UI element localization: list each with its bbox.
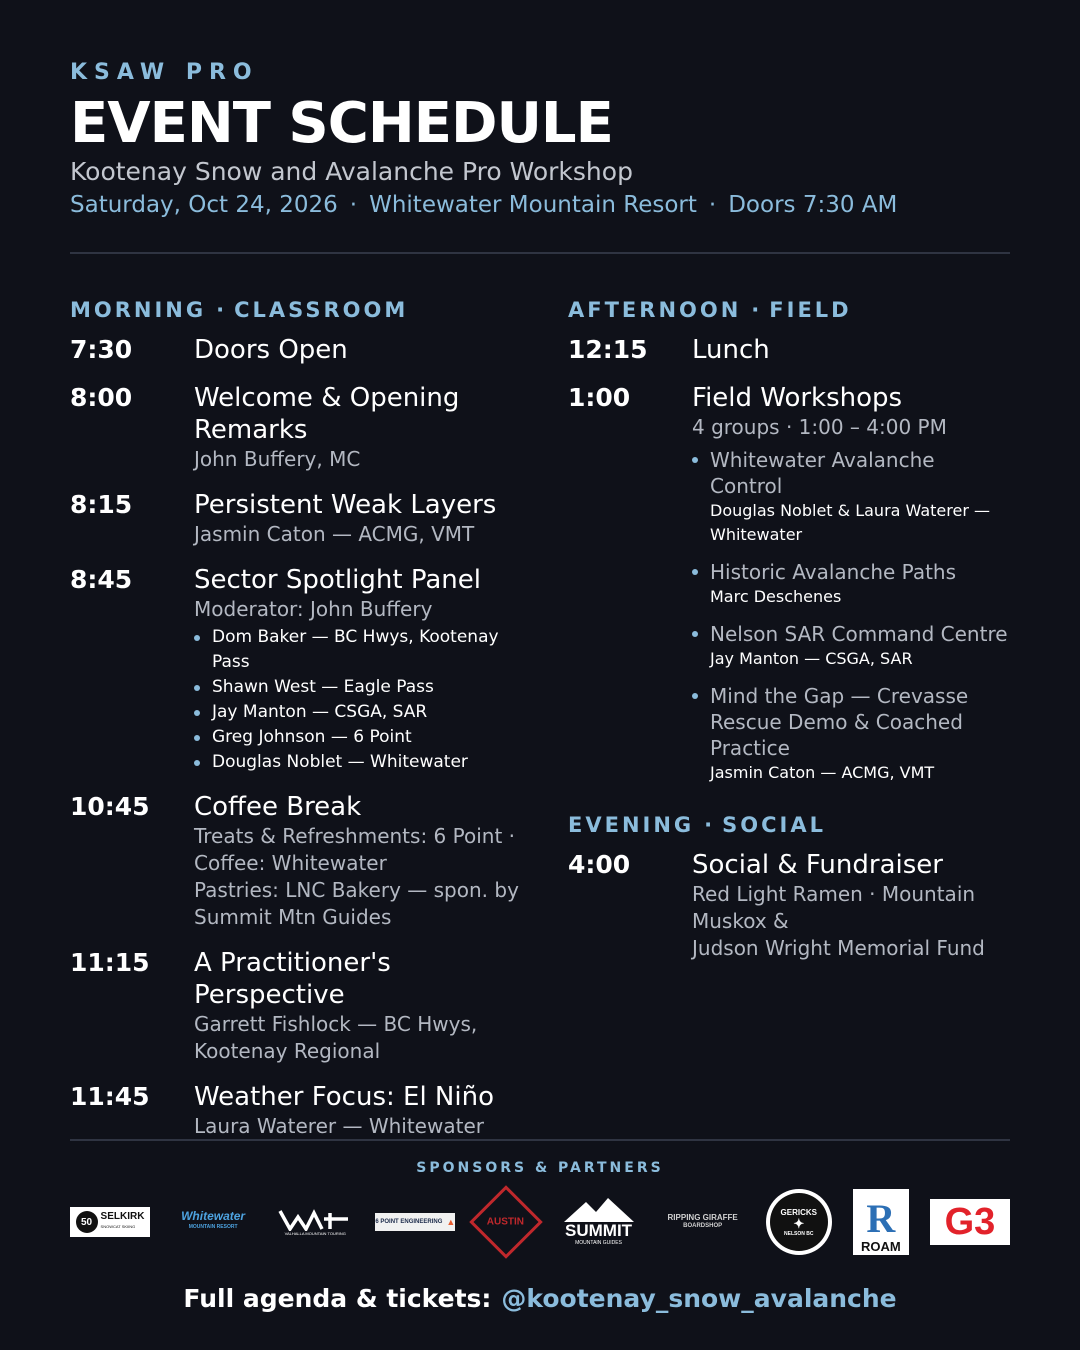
item-title: Persistent Weak Layers [194,490,497,520]
section-name: MORNING [70,298,207,322]
whitewater-subtext: MOUNTAIN RESORT [188,1224,238,1230]
whitewater-logo [171,1207,255,1237]
item-title: Coffee Break [194,792,362,822]
selkirk-text: SELKIRK [100,1211,145,1222]
section-name: AFTERNOON [568,298,742,322]
item-detail: Garrett Fishlock — BC Hwys, Kootenay Regional [194,1012,478,1063]
schedule-item [70,947,525,1065]
session-leaders: Jay Manton — CSGA, SAR [710,649,913,668]
sponsors-heading: SPONSORS & PARTNERS [416,1160,664,1176]
afternoon-column [568,298,1010,978]
ripping-giraffe-logo [661,1211,745,1233]
item-title: A Practitioner's Perspective [194,948,391,1010]
item-time: 11:15 [70,948,150,977]
separator-dot: · [751,298,760,322]
item-time: 8:00 [70,383,133,412]
item-time: 1:00 [568,383,631,412]
g3-logo [930,1199,1010,1245]
item-detail: John Buffery, MC [194,447,361,471]
panelist-list [194,625,525,775]
schedule-item [568,849,1010,962]
schedule-item [70,382,525,473]
section-label-evening [568,813,1010,837]
item-detail: Pastries: LNC Bakery — spon. by Summit Mtn Guides [194,878,519,929]
whitewater-text: Whitewater [181,1209,246,1223]
session-leaders: Douglas Noblet & Laura Waterer — Whitewater [710,501,990,544]
item-time: 11:45 [70,1082,150,1111]
panelist: Douglas Noblet — Whitewater [194,750,525,775]
workshop-session [692,683,1010,785]
g3-text: G3 [944,1201,996,1243]
summit-logo [558,1194,640,1250]
bottom-divider [70,1139,1010,1141]
morning-column [70,298,525,1156]
roam-text: ROAM [861,1239,901,1254]
six-point-logo [375,1213,455,1231]
item-detail: Red Light Ramen · Mountain Muskox & [692,882,976,933]
item-title: Welcome & Opening Remarks [194,383,460,445]
schedule-item [568,382,1010,797]
selkirk-badge: 50 [76,1211,98,1233]
separator-dot: · [704,813,713,837]
item-title: Weather Focus: El Niño [194,1082,494,1112]
item-title: Social & Fundraiser [692,850,943,880]
header [70,60,1010,218]
gericks-logo [766,1189,832,1255]
item-time: 8:45 [70,565,133,594]
session-leaders: Jasmin Caton — ACMG, VMT [710,763,935,782]
item-title: Doors Open [194,335,348,365]
item-title: Sector Spotlight Panel [194,565,481,595]
item-time: 4:00 [568,850,631,879]
page-title: EVENT SCHEDULE [70,91,613,156]
social-handle-link[interactable]: @kootenay_snow_avalanche [501,1284,897,1313]
summit-text: SUMMIT [565,1221,633,1240]
roam-logo [853,1189,909,1255]
event-date: Saturday, Oct 24, 2026 [70,192,338,218]
sponsor-logo-row [70,1186,1010,1258]
footer [0,1284,1080,1313]
wing-icon: ✦ [793,1215,805,1231]
schedule-item [70,489,525,548]
workshop-list [692,447,1010,785]
event-eyebrow: KSAW PRO [70,60,259,85]
item-detail: 4 groups · 1:00 – 4:00 PM [692,415,947,439]
workshop-session [692,559,1010,609]
panelist: Greg Johnson — 6 Point [194,725,525,750]
stamp-logo [476,1192,536,1252]
selkirk-logo [70,1207,150,1237]
workshop-session [692,447,1010,547]
schedule-item [70,334,525,366]
event-doors: Doors 7:30 AM [728,192,898,218]
selkirk-subtext: SNOWCAT SKIING [100,1224,136,1229]
gericks-subtext: NELSON BC [784,1230,814,1237]
section-label-afternoon [568,298,1010,322]
schedule-item [568,334,1010,366]
item-time: 8:15 [70,490,133,519]
summit-subtext: MOUNTAIN GUIDES [575,1240,622,1246]
item-detail: Judson Wright Memorial Fund [692,936,985,960]
event-venue: Whitewater Mountain Resort [369,192,697,218]
separator-dot: · [708,192,717,218]
workshop-session [692,621,1010,671]
schedule-item [70,564,525,775]
schedule-item [70,791,525,931]
separator-dot: · [349,192,358,218]
triangle-icon: ▲ [446,1217,456,1227]
session-name: Whitewater Avalanche Control [710,448,935,498]
item-detail: Jasmin Caton — ACMG, VMT [194,522,475,546]
session-name: Nelson SAR Command Centre [710,622,1008,646]
section-label-morning [70,298,525,322]
session-name: Historic Avalanche Paths [710,560,957,584]
item-title: Lunch [692,335,770,365]
event-meta [70,192,1010,218]
separator-dot: · [216,298,225,322]
item-detail: Treats & Refreshments: 6 Point · Coffee: Whitewater [194,824,515,875]
six-point-text: 6 POINT ENGINEERING [375,1219,443,1225]
section-location: FIELD [769,298,852,322]
item-detail: Moderator: John Buffery [194,597,433,621]
giraffe-subtext: BOARDSHOP [683,1223,723,1229]
panelist: Dom Baker — BC Hwys, Kootenay Pass [194,625,525,675]
item-title: Field Workshops [692,383,903,413]
valhalla-text: VALHALLA MOUNTAIN TOURING [284,1230,346,1236]
section-name: EVENING [568,813,695,837]
section-location: SOCIAL [722,813,826,837]
session-name: Mind the Gap — Crevasse Rescue Demo & Coached Practice [710,684,969,760]
roam-r-icon: R [866,1196,896,1241]
item-time: 10:45 [70,792,150,821]
stamp-text: AUSTIN [487,1216,526,1228]
page-subtitle: Kootenay Snow and Avalanche Pro Workshop [70,157,633,186]
panelist: Shawn West — Eagle Pass [194,675,525,700]
session-leaders: Marc Deschenes [710,587,842,606]
gericks-text: GERICKS [780,1207,817,1217]
panelist: Jay Manton — CSGA, SAR [194,700,525,725]
item-detail: Laura Waterer — Whitewater [194,1114,484,1138]
section-location: CLASSROOM [234,298,409,322]
valhalla-mark-icon [278,1209,352,1231]
valhalla-logo [276,1205,354,1239]
item-time: 7:30 [70,335,133,364]
schedule-item [70,1081,525,1140]
top-divider [70,252,1010,254]
footer-cta: Full agenda & tickets: [183,1284,492,1313]
item-time: 12:15 [568,335,648,364]
giraffe-text: RIPPING GIRAFFE [667,1213,738,1222]
mountain-icon [564,1198,634,1222]
